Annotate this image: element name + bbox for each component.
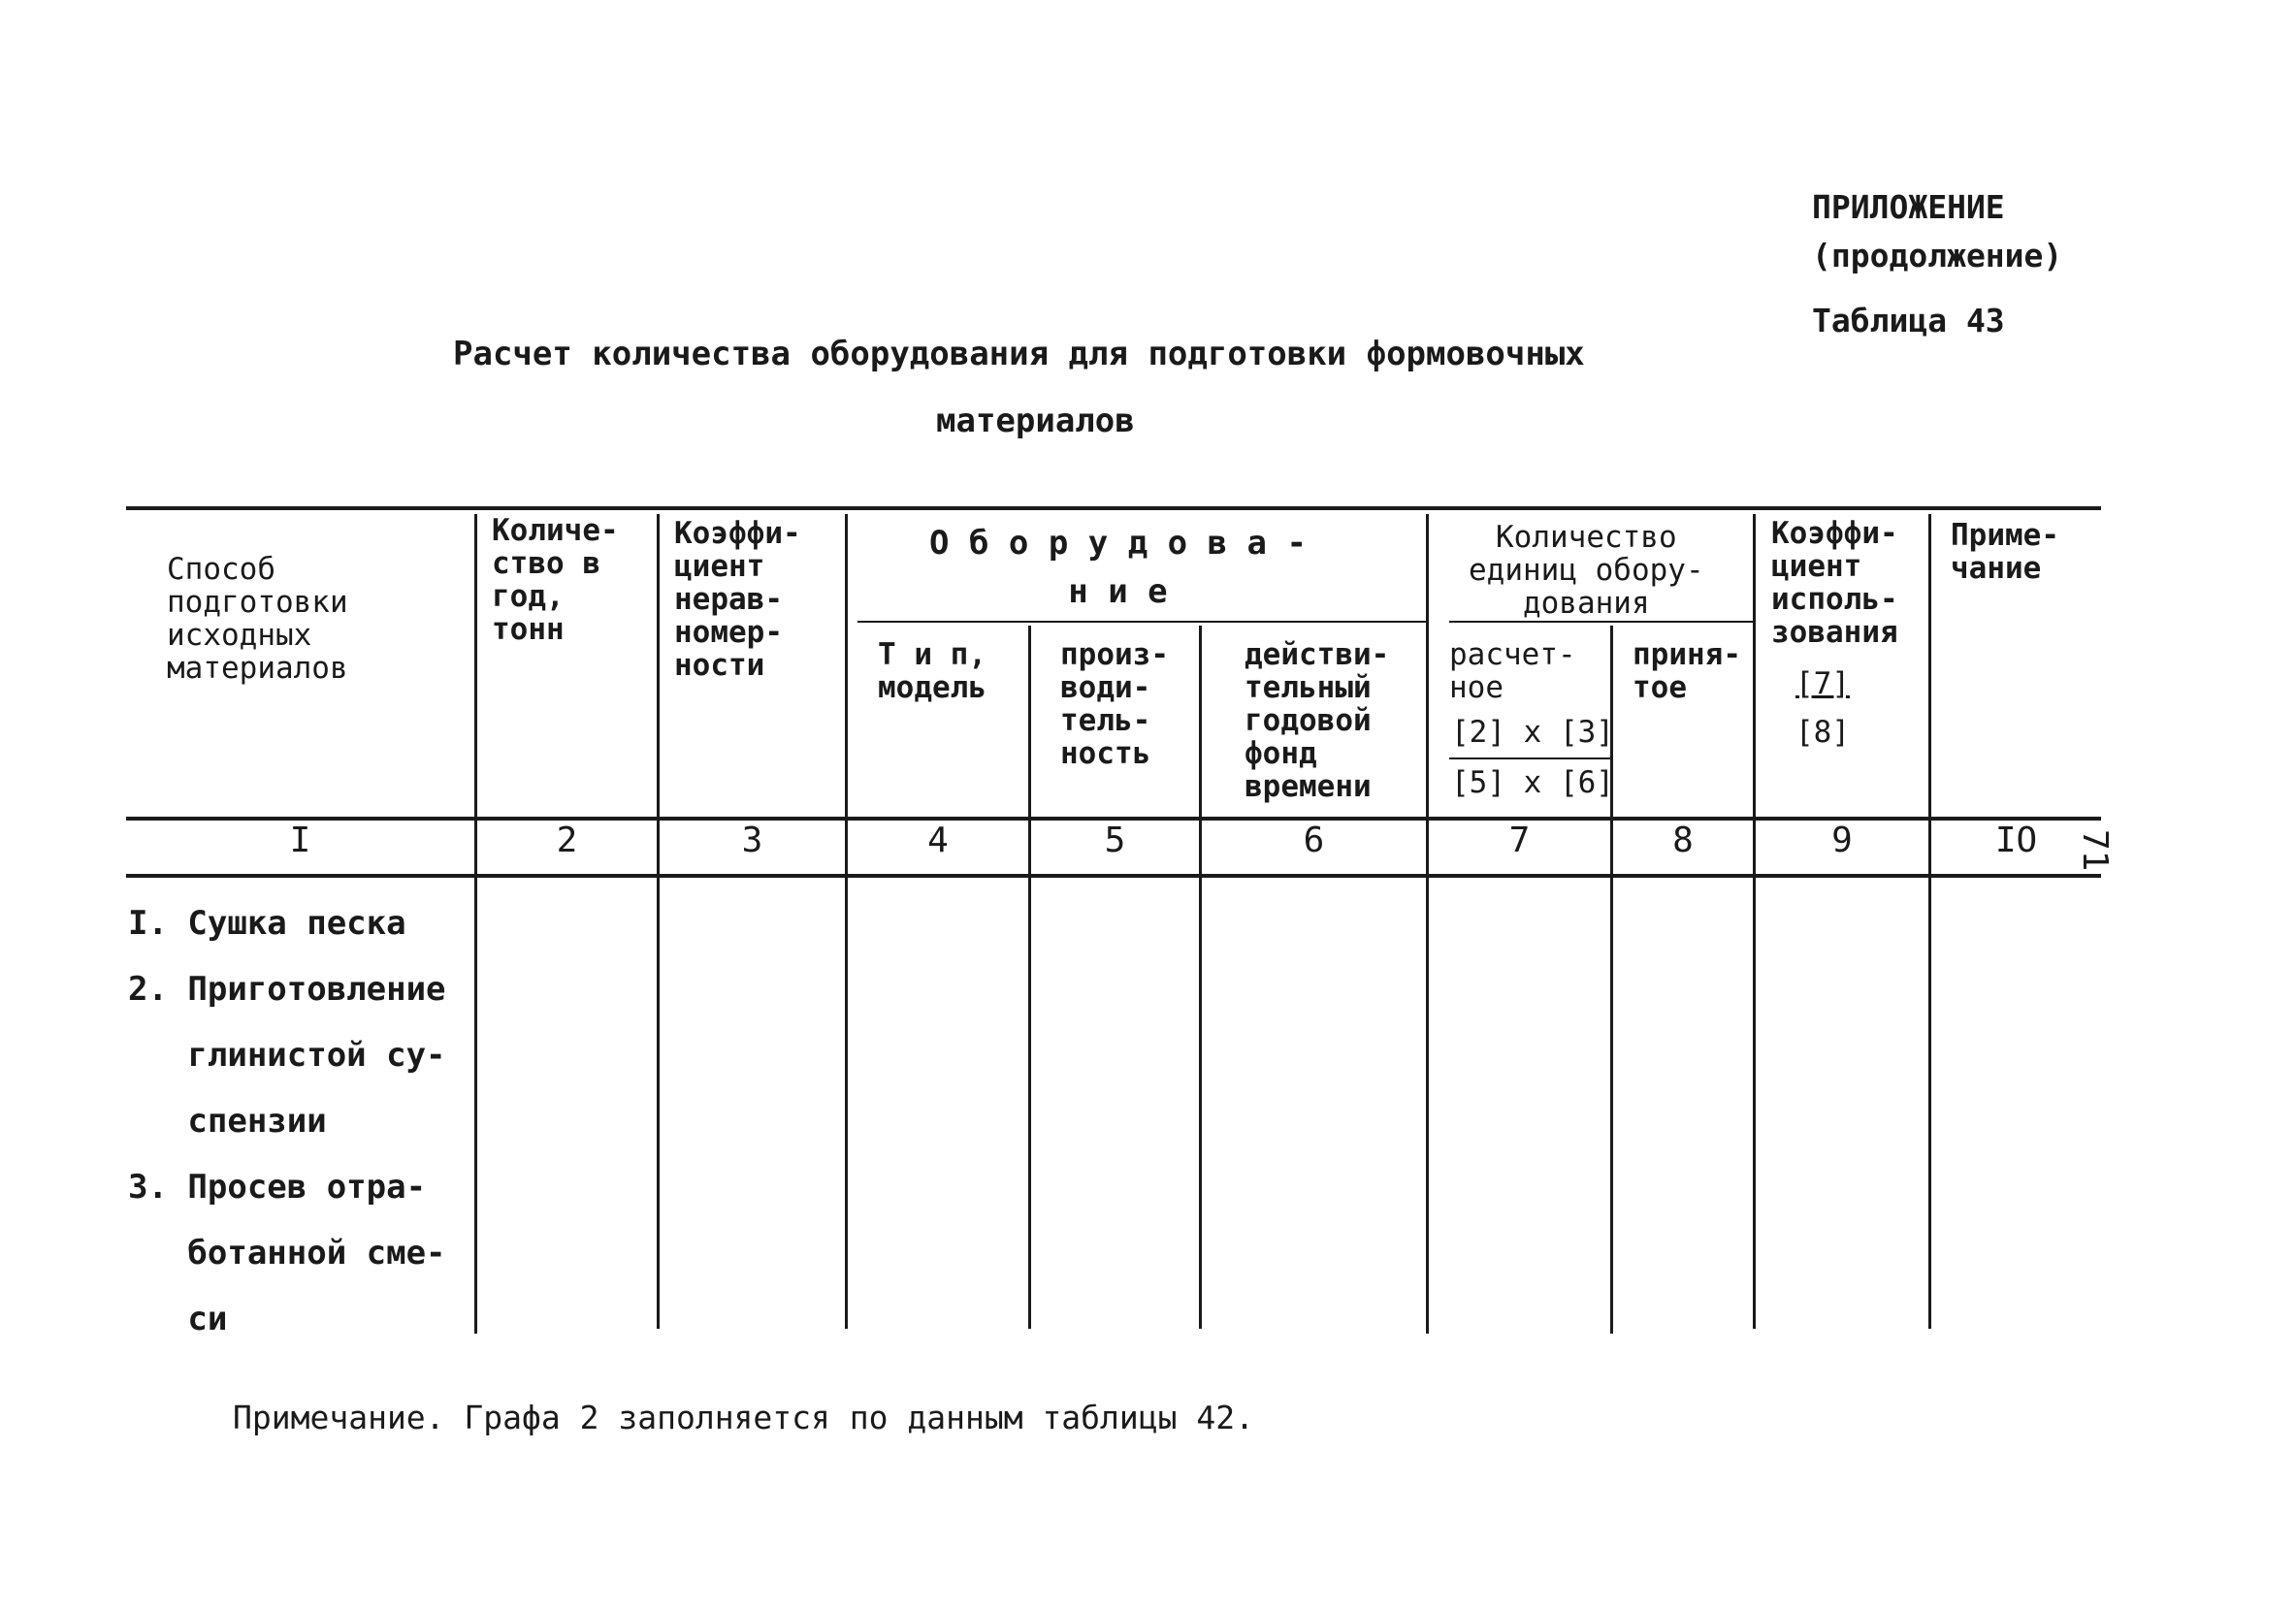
header-time-fund: действи- тельный годовой фонд времени — [1245, 637, 1390, 804]
table-top-rule — [126, 506, 2101, 510]
formula-7-numerator: [2] x [3] — [1451, 715, 1614, 750]
table-title-line2: материалов — [936, 402, 1135, 440]
column-number-5: 5 — [1104, 821, 1126, 860]
column-number-3: 3 — [741, 821, 763, 860]
equipment-group-rule — [857, 621, 1427, 623]
row-3-used-mixture: ботанной сме- — [128, 1234, 446, 1273]
col-divider-4 — [1028, 626, 1031, 1329]
col-divider-3 — [845, 514, 848, 1329]
appendix-continuation: (продолжение) — [1812, 237, 2063, 274]
header-nonuniformity: Коэффи- циент нерав- номер- ности — [674, 516, 801, 683]
header-calculated: расчет- ное — [1449, 637, 1576, 705]
column-number-4: 4 — [927, 821, 949, 860]
header-accepted: приня- тое — [1633, 637, 1741, 705]
header-utilization: Коэффи- циент исполь- зования — [1771, 516, 1898, 650]
row-3-sieving: 3. Просев отра- — [128, 1168, 427, 1207]
header-quantity: Количе- ство в год, тонн — [492, 513, 619, 647]
row-2-preparation: 2. Приготовление — [128, 970, 446, 1009]
col-divider-8 — [1753, 514, 1756, 1329]
page-number: 71 — [2075, 829, 2115, 872]
header-type-model: Т и п, модель — [878, 637, 986, 705]
col-divider-6 — [1426, 514, 1429, 1334]
col-divider-2 — [657, 514, 660, 1329]
formula-rule-7 — [1449, 757, 1611, 759]
numbers-bottom-rule — [126, 874, 2101, 878]
table-title-line1: Расчет количества оборудования для подготовки формовочных — [453, 335, 1585, 373]
column-number-6: 6 — [1303, 821, 1325, 860]
col-divider-5 — [1199, 626, 1202, 1329]
row-2-suspension: спензии — [128, 1102, 327, 1141]
header-equipment-group: О б о р у д о в а - н и е — [929, 524, 1307, 611]
row-1-drying-sand: I. Сушка песка — [128, 904, 406, 943]
table-footnote: Примечание. Графа 2 заполняется по данным таблицы 42. — [233, 1399, 1254, 1436]
column-number-9: 9 — [1831, 821, 1853, 860]
column-number-1: I — [289, 821, 311, 860]
col-divider-1 — [474, 514, 477, 1334]
formula-9-denominator: [8] — [1795, 715, 1850, 750]
column-number-10: IO — [1994, 821, 2038, 860]
formula-9-numerator: [7] — [1795, 666, 1850, 701]
appendix-label: ПРИЛОЖЕНИЕ — [1812, 188, 2005, 226]
header-remark: Приме- чание — [1951, 518, 2059, 586]
table-number: Таблица 43 — [1812, 302, 2005, 339]
column-number-7: 7 — [1508, 821, 1531, 860]
header-productivity: произ- води- тель- ность — [1060, 637, 1169, 771]
header-method: Способ подготовки исходных материалов — [167, 552, 348, 686]
units-group-rule — [1449, 621, 1753, 623]
header-units-group: Количество единиц обору- дования — [1469, 520, 1704, 621]
column-number-8: 8 — [1672, 821, 1694, 860]
formula-7-denominator: [5] x [6] — [1451, 765, 1614, 800]
column-number-2: 2 — [556, 821, 578, 860]
row-2-clay-suspension: глинистой су- — [128, 1036, 446, 1075]
row-3-mixture-end: си — [128, 1300, 228, 1338]
col-divider-9 — [1928, 514, 1931, 1329]
